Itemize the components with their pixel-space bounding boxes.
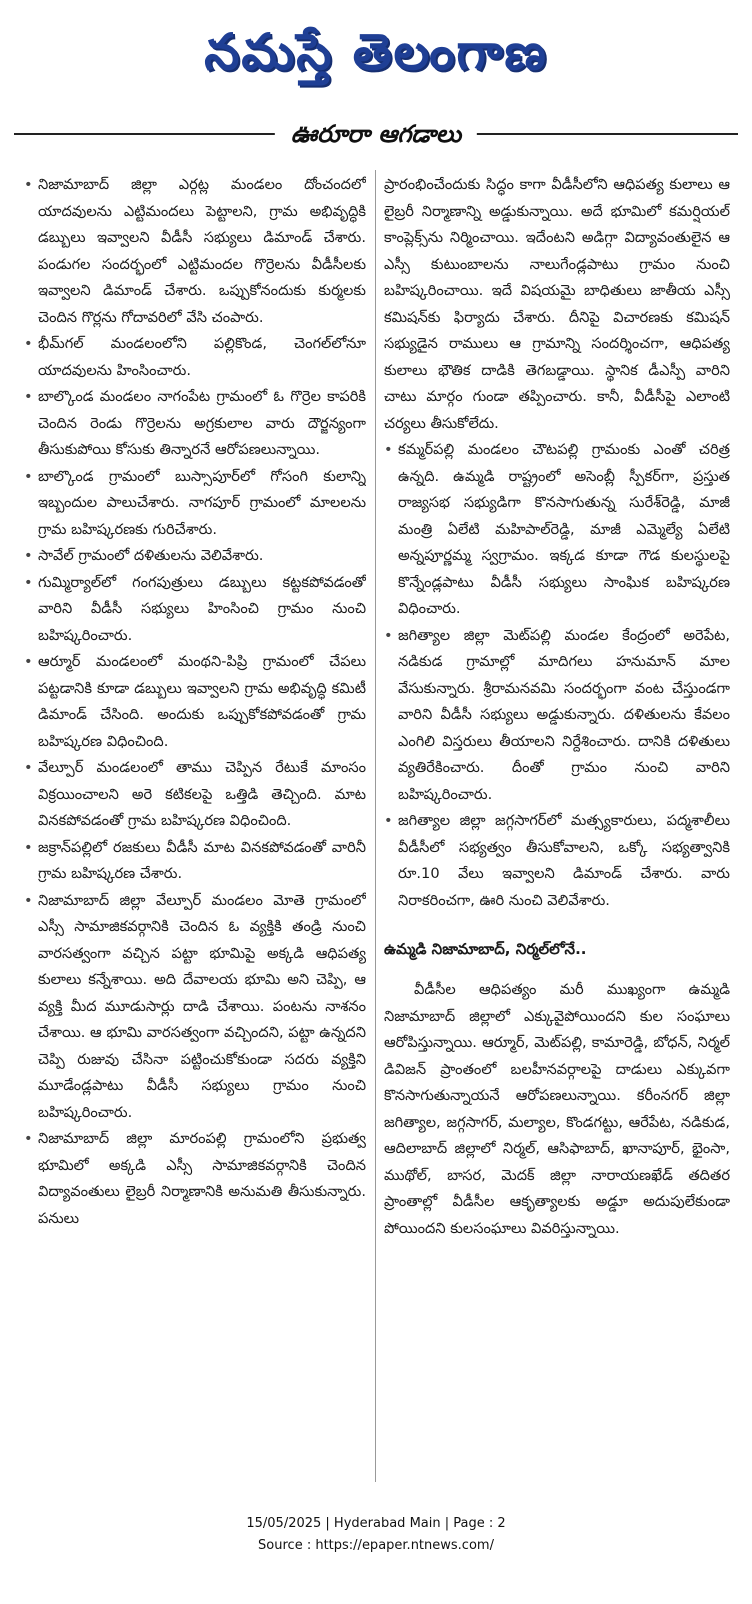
left-item-8: • వేల్పూర్ మండలంలో తాము చెప్పిన రేటుకే మాంసం విక్రయించాలని అరె కటికలపై ఒత్తిడి తెచ్చింది. మాట వినకపోవడంతో గ్రామ బహిష్కరణ విధించింది.: [24, 755, 366, 835]
section-title: ఊరూరా ఆగడాలు: [275, 118, 477, 150]
section-header: [14, 118, 738, 150]
right-item-continued: ప్రారంభించేందుకు సిద్ధం కాగా వీడీసీలోని ఆధిపత్య కులాలు ఆ లైబ్రరీ నిర్మాణాన్ని అడ్డుకున్నాయి. అదే భూమిలో కమర్షియల్ కాంప్లెక్స్‌ను నిర్మించాయి. ఇదేంటని అడిగ్గా విద్యావంతులైన ఆ ఎస్సీ కుటుంబాలను నాలుగేండ్లపాటు గ్రామం నుంచి బహిష్కరించాయి. ఇదే విషయమై బాధితులు జాతీయ ఎస్సీ కమిషన్‌కు ఫిర్యాదు చేశారు. దీనిపై విచారణకు కమిషన్ సభ్యుడైన రాములు ఆ గ్రామాన్ని సందర్శించగా, ఆధిపత్య కులాలు భౌతిక దాడికి తెగబడ్డాయి. స్థానిక డీఎస్పీ వారిని చాటు మార్గం గుండా తప్పించారు. కానీ, వీడీసీపై ఎలాంటి చర్యలు తీసుకోలేదు.: [384, 176, 730, 432]
article-left-column: [24, 172, 366, 1482]
newspaper-title: నమస్తే తెలంగాణ: [204, 23, 548, 81]
left-item-3: • బాల్కొండ మండలం నాగంపేట గ్రామంలో ఓ గొర్రెల కాపరికి చెందిన రెండు గొర్రెలను అగ్రకులాల వారు దౌర్జన్యంగా తీసుకుపోయి కోసుకు తిన్నారనే ఆరోపణలున్నాయి.: [24, 384, 366, 464]
left-item-9: • జక్రాన్‌పల్లిలో రజకులు వీడీసీ మాట వినకపోవడంతో వారినీ గ్రామ బహిష్కరణ చేశారు.: [24, 835, 366, 888]
right-item-4: • జగిత్యాల జిల్లా జగ్గసాగర్‌లో మత్స్యకారులు, పద్మశాలీలు వీడీసీలో సభ్యత్వం తీసుకోవాలని, ఒక్కో సభ్యత్వానికి రూ.10 వేలు ఇవ్వాలని డిమాండ్ చేశారు. వారు నిరాకరించగా, ఊరి నుంచి వెలివేశారు.: [384, 808, 730, 914]
footer-edition-line: 15/05/2025 | Hyderabad Main | Page : 2: [246, 1516, 506, 1531]
left-item-7: • ఆర్మూర్ మండలంలో మంథని-పిప్రి గ్రామంలో చేపలు పట్టడానికి కూడా డబ్బులు ఇవ్వాలని గ్రామ అభివృద్ధి కమిటీ డిమాండ్ చేసింది. అందుకు ఒప్పుకోకపోవడంతో గ్రామ బహిష్కరణ విధించింది.: [24, 649, 366, 755]
left-item-5: • సావేల్ గ్రామంలో దళితులను వెలివేశారు.: [24, 543, 366, 570]
sub-heading: ఉమ్మడి నిజామాబాద్, నిర్మల్‌లోనే..: [384, 940, 587, 958]
left-item-11: • నిజామాబాద్ జిల్లా మారంపల్లి గ్రామంలోని ప్రభుత్వ భూమిలో అక్కడి ఎస్సీ సామాజికవర్గానికి చెందిన విద్యావంతులు లైబ్రరీ నిర్మాణానికి అనుమతి తీసుకున్నారు. పనులు: [24, 1126, 366, 1232]
left-item-1: • నిజామాబాద్ జిల్లా ఎర్గట్ల మండలం దోంచందలో యాదవులను ఎట్టిమందలు పెట్టాలని, గ్రామ అభివృద్ధికి డబ్బులు ఇవ్వాలని వీడీసీ సభ్యులు డిమాండ్ చేశారు. పండుగల సందర్భంలో ఎట్టిమందల గొర్రెలను వీడీసీలకు ఇవ్వాలని డిమాండ్ చేశారు. ఒప్పుకోనందుకు కుర్మలకు చెందిన గొర్లను గోదావరిలో వేసి చంపారు.: [24, 172, 366, 331]
right-item-2: • కమ్మర్‌పల్లి మండలం చౌటపల్లి గ్రామంకు ఎంతో చరిత్ర ఉన్నది. ఉమ్మడి రాష్ట్రంలో అసెంబ్లీ స్పీకర్‌గా, ప్రస్తుత రాజ్యసభ సభ్యుడిగా కొనసాగుతున్న సురేశ్‌రెడ్డి, మాజీ మంత్రి ఏలేటి మహిపాల్‌రెడ్డి, మాజీ ఎమ్మెల్యే ఏలేటి అన్నపూర్ణమ్మ స్వగ్రామం. ఇక్కడ కూడా గౌడ కులస్థులపై కొన్నేండ్లపాటు వీడీసీ సభ్యులు సాంఘిక బహిష్కరణ విధించారు.: [384, 437, 730, 623]
column-divider: [375, 170, 376, 1482]
left-item-6: • గుమ్మిర్యాల్‌లో గంగపుత్రులు డబ్బులు కట్టకపోవడంతో వారిని వీడీసీ సభ్యులు హింసించి గ్రామం నుంచి బహిష్కరించారు.: [24, 570, 366, 650]
right-item-3: • జగిత్యాల జిల్లా మెట్‌పల్లి మండల కేంద్రంలో అరెపేట, నడికుడ గ్రామాల్లో మాదిగలు హనుమాన్ మాల వేసుకున్నారు. శ్రీరామనవమి సందర్భంగా వంట చేస్తుండగా వారిని వీడీసీ సభ్యులు అడ్డుకున్నారు. దళితులను కేవలం ఎంగిలి విస్తరులు తీయాలని నిర్దేశించారు. దానికి దళితులు వ్యతిరేకించారు. దీంతో గ్రామం నుంచి వారిని బహిష్కరించారు.: [384, 623, 730, 809]
left-item-10: • నిజామాబాద్ జిల్లా వేల్పూర్ మండలం మోతె గ్రామంలో ఎస్సీ సామాజికవర్గానికి చెందిన ఓ వ్యక్తికి తండ్రి నుంచి వారసత్వంగా వచ్చిన పట్టా భూమిపై అక్కడి ఆధిపత్య కులాలు కన్నేశాయి. అది దేవాలయ భూమి అని చెప్పి, ఆ వ్యక్తి మీద మూడుసార్లు దాడి చేశాయి. పంటను నాశనం చేశాయి. ఆ భూమి వారసత్వంగా వచ్చిందని, పట్టా ఉన్నదని చెప్పి రుజువు చేసినా పట్టించుకోకుండా సదరు వ్యక్తిని మూడేండ్లపాటు వీడీసీ సభ్యులు గ్రామం నుంచి బహిష్కరించారు.: [24, 888, 366, 1127]
article-right-column: [384, 172, 730, 1482]
masthead: [0, 6, 752, 98]
left-item-4: • బాల్కొండ గ్రామంలో బుస్సాపూర్‌లో గోసంగి కులాన్ని ఇబ్బందుల పాలుచేశారు. నాగపూర్ గ్రామంలో మాలలను గ్రామ బహిష్కరణకు గురిచేశారు.: [24, 464, 366, 544]
left-item-2: • భీమ్‌గల్ మండలంలోని పల్లికొండ, చెంగల్‌లోనూ యాదవులను హింసించారు.: [24, 331, 366, 384]
footer-source-line: Source : https://epaper.ntnews.com/: [258, 1538, 494, 1553]
closing-paragraph: వీడీసీల ఆధిపత్యం మరీ ముఖ్యంగా ఉమ్మడి నిజామాబాద్ జిల్లాలో ఎక్కువైపోయిందని కుల సంఘాలు ఆరోపిస్తున్నాయి. ఆర్మూర్, మెట్‌పల్లి, కామారెడ్డి, బోధన్, నిర్మల్ డివిజన్ ప్రాంతంలో బలహీనవర్గాలపై దాడులు ఎక్కువగా కొనసాగుతున్నాయనే ఆరోపణలున్నాయి. కరీంనగర్ జిల్లా జగిత్యాల, జగ్గసాగర్, మల్యాల, కొండగట్టు, ఆరేపేట, నడికుడ, ఆదిలాబాద్ జిల్లాలో నిర్మల్, ఆసిఫాబాద్, ఖానాపూర్, భైంసా, ముథోల్, బాసర, మెదక్ జిల్లా నారాయణఖేడ్ తదితర ప్రాంతాల్లో వీడీసీల ఆకృత్యాలకు అడ్డూ అదుపులేకుండా పోయిందని కులసంఘాలు వివరిస్తున్నాయి.: [384, 981, 730, 1237]
